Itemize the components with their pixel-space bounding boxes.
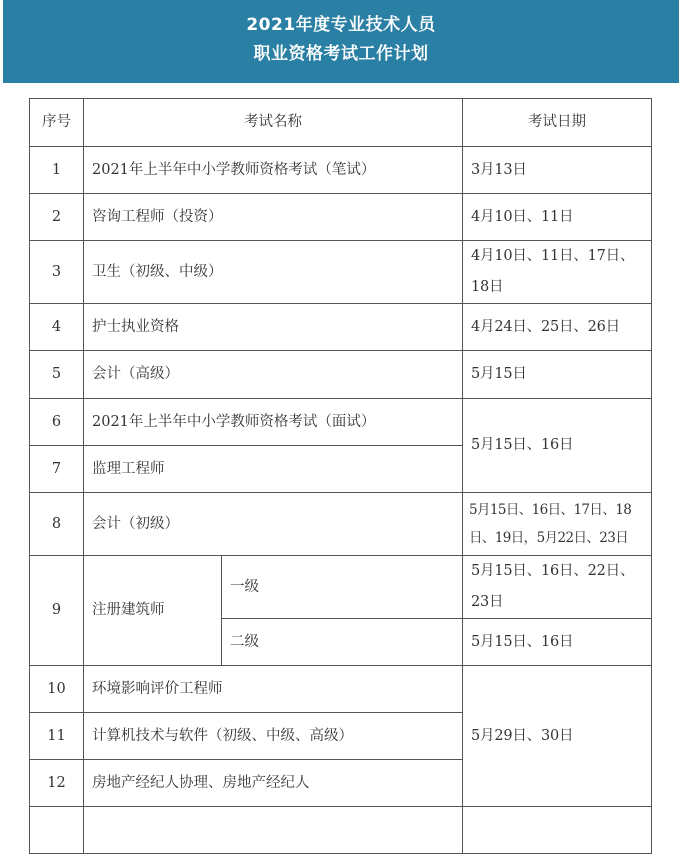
exam-date: 4月10日、11日 xyxy=(463,194,652,241)
exam-date: 4月24日、25日、26日 xyxy=(463,304,652,351)
row-number: 9 xyxy=(30,556,84,666)
exam-name: 2021年上半年中小学教师资格考试（笔试） xyxy=(84,147,463,194)
table-row xyxy=(30,399,652,446)
exam-name: 房地产经纪人协理、房地产经纪人 xyxy=(84,760,463,807)
column-header-exam-date: 考试日期 xyxy=(463,99,652,147)
row-number: 4 xyxy=(30,304,84,351)
row-number: 12 xyxy=(30,760,84,807)
row-number: 11 xyxy=(30,713,84,760)
exam-name: 护士执业资格 xyxy=(84,304,463,351)
page-title-line-2: 职业资格考试工作计划 xyxy=(253,44,429,64)
exam-name: 监理工程师 xyxy=(84,446,463,493)
exam-name: 计算机技术与软件（初级、中级、高级） xyxy=(84,713,463,760)
row-number: 2 xyxy=(30,194,84,241)
exam-date: 5月29日、30日 xyxy=(463,666,652,807)
exam-name: 会计（高级） xyxy=(84,351,463,399)
row-number: 6 xyxy=(30,399,84,446)
page-title-line-1: 2021年度专业技术人员 xyxy=(246,15,436,35)
row-number: 5 xyxy=(30,351,84,399)
exam-name: 2021年上半年中小学教师资格考试（面试） xyxy=(84,399,463,446)
row-number: 10 xyxy=(30,666,84,713)
exam-date: 5月15日、16日 xyxy=(463,619,652,666)
row-number xyxy=(30,807,84,854)
row-number: 1 xyxy=(30,147,84,194)
table-header-row xyxy=(30,99,652,147)
table-row xyxy=(30,351,652,399)
table-row xyxy=(30,556,652,619)
exam-date: 3月13日 xyxy=(463,147,652,194)
exam-date: 5月15日、16日、17日、18日、19日，5月22日、23日 xyxy=(463,493,652,556)
row-number: 7 xyxy=(30,446,84,493)
exam-name: 卫生（初级、中级） xyxy=(84,241,463,304)
exam-name: 环境影响评价工程师 xyxy=(84,666,463,713)
table-row xyxy=(30,194,652,241)
column-header-number: 序号 xyxy=(30,99,84,147)
table-row xyxy=(30,807,652,854)
table-row xyxy=(30,147,652,194)
exam-date: 5月15日 xyxy=(463,351,652,399)
table-row xyxy=(30,304,652,351)
page-header xyxy=(3,0,679,83)
table-row xyxy=(30,666,652,713)
exam-name: 咨询工程师（投资） xyxy=(84,194,463,241)
exam-date: 5月15日、16日 xyxy=(463,399,652,493)
exam-schedule-table xyxy=(29,98,652,854)
exam-level: 二级 xyxy=(222,619,463,666)
table-row xyxy=(30,241,652,304)
exam-date: 4月10日、11日、17日、18日 xyxy=(463,241,652,304)
row-number: 8 xyxy=(30,493,84,556)
column-header-exam-name: 考试名称 xyxy=(84,99,463,147)
exam-level: 一级 xyxy=(222,556,463,619)
table-row xyxy=(30,493,652,556)
exam-date: 5月15日、16日、22日、23日 xyxy=(463,556,652,619)
exam-name xyxy=(84,807,463,854)
exam-date xyxy=(463,807,652,854)
exam-name: 注册建筑师 xyxy=(84,556,222,666)
exam-name: 会计（初级） xyxy=(84,493,463,556)
row-number: 3 xyxy=(30,241,84,304)
